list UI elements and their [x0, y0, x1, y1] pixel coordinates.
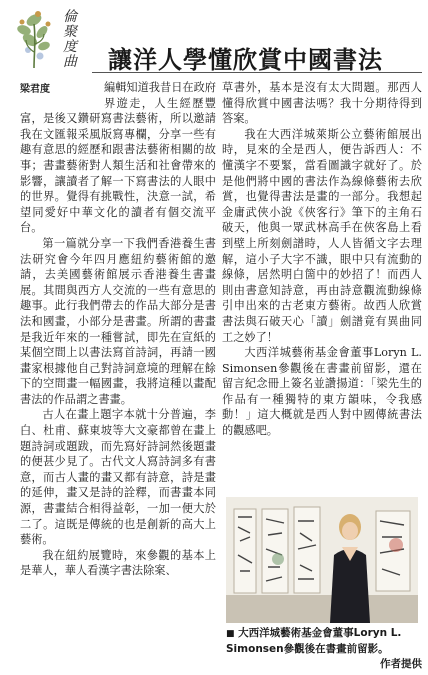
paragraph: 大西洋城藝術基金會董事Loryn L. Simonsen參觀後在書畫前留影，還在留言紀念冊上簽名並讚揚道：「梁先生的作品有一種獨特的東方韻味，令我感動！」這大概就是西人對中國傳統書法的觀感吧。 — [222, 346, 422, 438]
paragraph: 第一篇就分享一下我們香港養生書法研究會今年四月應紐約藝術館的邀請，去美國藝術館展示香港養生書畫展。其間與西方人交流的一些有意思的趣事。此行我們帶去的作品大部分是書法和國畫，小部分是書畫。所謂的書畫是我近年來的一種嘗試，即先在宣紙的某個空間上以書法寫首詩詞，再請一國畫家根據他自己對詩詞意境的理解在餘下的空間畫一幅國畫，我將這種以畫配書法的作品謂之書畫。 — [20, 236, 216, 406]
column-name: 倫 聚 度 曲 — [63, 9, 77, 70]
caption-marker: ■ — [226, 629, 235, 639]
author-byline: 梁君度 — [20, 84, 50, 95]
paragraph: 草書外，基本是沒有太大問題。那西人懂得欣賞中國書法嗎？我十分期待得到答案。 — [222, 81, 422, 126]
paragraph: 編輯知道我昔日在政府界遊走，人生經歷豐富，是後又鑽研寫書法藝術，所以邀請我在文匯報采風版寫專欄，分享一些有趣有意思的經歷和跟書法藝術相關的故事；書畫藝術對人類生活和社會帶來的影響，讓讀者了解一下寫書法的人眼中的世界。覺得有挑戰性，決意一試，希望同愛好中華文化的讀者有個交流平台。 — [20, 81, 216, 235]
caption-text: 大西洋城藝術基金會董事Loryn L. Simonsen參觀後在書畫前留影。 — [226, 627, 402, 655]
paragraph: 我在紐約展覽時，來參觀的基本上是華人，華人看漢字書法除案、 — [20, 548, 216, 578]
article-column-right — [222, 80, 422, 439]
exhibition-photo — [226, 497, 418, 623]
paragraph: 我在大西洋城萊斯公立藝術館展出時，見來的全是西人，便告訴西人：不懂漢字不要緊，當看圖識字就好了。於是他們將中國的書法作為線條藝術去欣賞，也覺得書法是畫的一部分。我想起金庸武俠小說《俠客行》筆下的主角石破天，他與一眾武林高手在俠客島上看到壁上所刻劍譜時，人人皆循文字去理解，這小子大字不識，眼中只有流動的線條，居然明白箇中的妙招了！而西人則由書意知詩意，再由詩意觀流動線條引申出來的古老東方藝術。故西人欣賞書法與石破天心「讀」劍譜竟有異曲同工之妙了！ — [222, 127, 422, 344]
title-divider — [92, 72, 422, 73]
paragraph: 古人在畫上題字本就十分普遍，李白、杜甫、蘇東坡等大文豪都曾在畫上題詩詞或題跋，而先寫好詩詞然後題畫的便甚少見了。古代文人寫詩詞多有書意，而古人畫的畫又都有詩意，詩是畫的延伸，畫又是詩的詮釋，而書畫本同源，書畫結合相得益彰，一加一便大於二了。這既是傳統的也是創新的高大上藝術。 — [20, 408, 216, 547]
article-column-left — [20, 80, 216, 579]
photo-credit: 作者提供 — [380, 658, 422, 670]
photo-caption — [226, 626, 422, 672]
article-title: 讓洋人學懂欣賞中國書法 — [108, 46, 383, 74]
